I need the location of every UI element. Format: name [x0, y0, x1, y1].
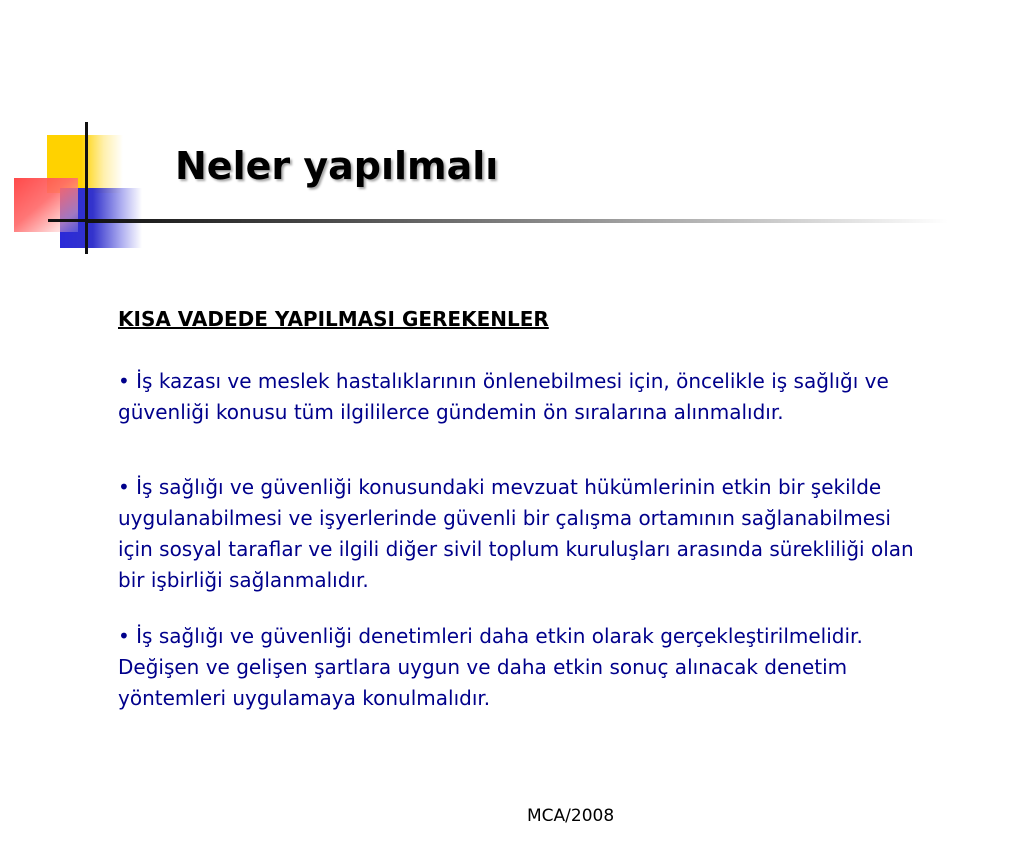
bullet-paragraph-1: • İş kazası ve meslek hastalıklarının önlenebilmesi için, öncelikle iş sağlığı ve güvenliği konusu tüm ilgililerce gündemin ön sıralarına alınmalıdır. [118, 369, 889, 424]
bullet-paragraph-3: • İş sağlığı ve güvenliği denetimleri daha etkin olarak gerçekleştirilmelidir. Değişen ve gelişen şartlara uygun ve daha etkin sonuç alınacak denetim yöntemleri uygulamaya konulmalıdır. [118, 624, 863, 710]
vertical-rule-line [85, 122, 88, 254]
title-underline-rule [88, 219, 948, 223]
bullet-paragraph-2: • İş sağlığı ve güvenliği konusundaki mevzuat hükümlerinin etkin bir şekilde uygulanabilmesi ve işyerlerinde güvenli bir çalışma ortamının sağlanabilmesi için sosyal taraflar ve ilgili diğer sivil toplum kuruluşları arasında sürekliliği olan bir işbirliği sağlanmalıdır. [118, 475, 914, 592]
slide-title: Neler yapılmalı [175, 144, 499, 188]
red-square-shape [14, 178, 78, 232]
section-heading: KISA VADEDE YAPILMASI GEREKENLER [118, 307, 549, 331]
footer-label: MCA/2008 [527, 806, 615, 826]
